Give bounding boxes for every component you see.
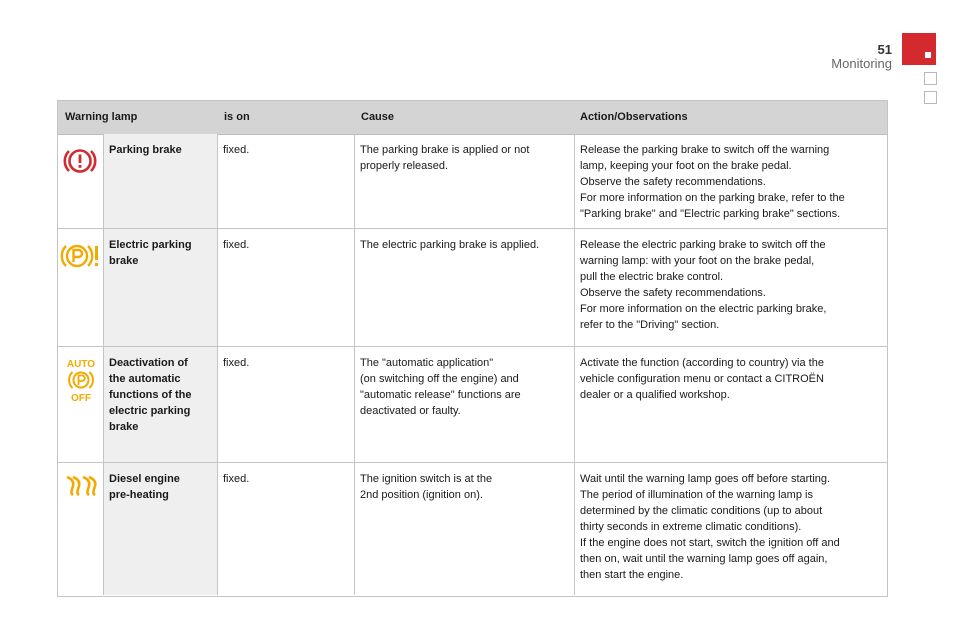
chapter-tab[interactable] — [902, 33, 936, 65]
table-header — [58, 101, 887, 135]
chapter-marker — [925, 52, 931, 58]
electric-parking-brake-fault-icon — [60, 239, 102, 273]
warning-lamp-table — [57, 100, 888, 597]
cause-text: The electric parking brake is applied. — [355, 229, 575, 346]
chapter-tab-empty-2[interactable] — [924, 91, 937, 104]
is-on-value: fixed. — [218, 229, 355, 346]
lamp-name: Electric parking brake — [104, 229, 218, 346]
icon-cell — [58, 134, 104, 228]
cause-text: The parking brake is applied or not properly released. — [355, 134, 575, 228]
lamp-name: Parking brake — [104, 134, 218, 228]
svg-text:OFF: OFF — [71, 393, 91, 403]
icon-cell — [58, 229, 104, 346]
is-on-value: fixed. — [218, 463, 355, 595]
table-row — [58, 229, 887, 347]
header-is-on: is on — [224, 111, 250, 123]
table-row — [58, 463, 887, 595]
header-warning-lamp: Warning lamp — [65, 111, 138, 123]
chapter-tab-empty-1[interactable] — [924, 72, 937, 85]
action-text: Activate the function (according to country) via the vehicle configuration menu or contact a CITROËN dealer or a qualified workshop. — [580, 357, 824, 401]
cause-text: The "automatic application" (on switching off the engine) and "automatic release" functions are deactivated or faulty. — [355, 347, 575, 462]
diesel-preheating-icon — [64, 475, 98, 497]
lamp-name: Diesel engine pre-heating — [104, 463, 218, 595]
page-number: 51 — [877, 42, 892, 57]
auto-p-off-icon — [62, 357, 100, 403]
action-text: Wait until the warning lamp goes off before starting. The period of illumination of the warning lamp is determined by the climatic conditions (up to about thirty seconds in extreme climatic conditions). If the engine does not start, switch the ignition off and then on, wait until the warning lamp goes off again, then start the engine. — [580, 473, 840, 581]
section-title: Monitoring — [831, 56, 892, 71]
table-row — [58, 134, 887, 229]
action-text: Release the electric parking brake to switch off the warning lamp: with your foot on the brake pedal, pull the electric brake control. Observe the safety recommendations. For more information on the electric parking brake, refer to the "Driving" section. — [580, 239, 827, 331]
icon-cell — [58, 463, 104, 595]
svg-text:AUTO: AUTO — [66, 359, 96, 370]
action-text: Release the parking brake to switch off the warning lamp, keeping your foot on the brake pedal. Observe the safety recommendations. For more information on the parking brake, refer to the "Parking brake" and "Electric parking brake" sections. — [580, 144, 845, 220]
icon-cell — [58, 347, 104, 462]
table-row — [58, 347, 887, 463]
header-cause: Cause — [361, 111, 395, 123]
is-on-value: fixed. — [218, 347, 355, 462]
cause-text: The ignition switch is at the 2nd position (ignition on). — [355, 463, 575, 595]
header-action: Action/Observations — [580, 111, 688, 123]
parking-brake-warning-icon — [63, 144, 97, 178]
lamp-name: Deactivation of the automatic functions of the electric parking brake — [104, 347, 218, 462]
is-on-value: fixed. — [218, 134, 355, 228]
